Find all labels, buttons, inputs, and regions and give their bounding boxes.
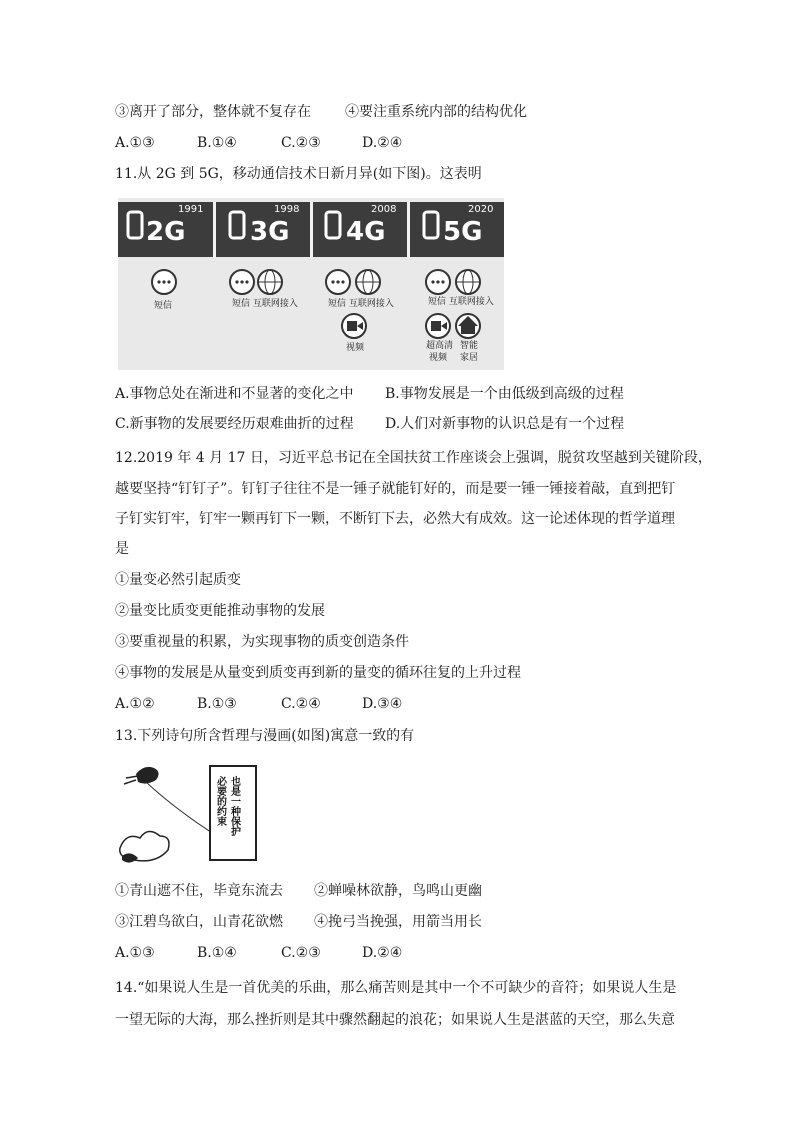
label-sms-internet: 短信 互联网接入 xyxy=(232,299,298,309)
gen-label-4g: 4G xyxy=(346,217,386,247)
q13-option-a: A.①③ xyxy=(115,945,155,961)
year-label-2008: 2008 xyxy=(371,204,397,215)
q13-statement-2: ②蝉噪林欲静，鸟鸣山更幽 xyxy=(314,883,482,899)
q11-option-c: C.新事物的发展要经历艰难曲折的过程 xyxy=(115,416,354,432)
q12-stem-line-1: 12.2019 年 4 月 17 日，习近平总书记在全国扶贫工作座谈会上强调，脱贫攻坚越到关键阶段， xyxy=(115,450,712,466)
q13-option-d: D.②④ xyxy=(362,945,403,961)
q12-statement-1: ①量变必然引起质变 xyxy=(115,572,241,588)
caption-col-1: 也是一种保护 xyxy=(228,776,240,836)
q12-option-a: A.①② xyxy=(115,696,155,712)
q10-option-a: A.①③ xyxy=(115,135,155,151)
label-uhd-video: 视频 xyxy=(429,353,448,363)
year-label-2020: 2020 xyxy=(468,204,494,215)
q10-option-b: B.①④ xyxy=(197,135,237,151)
gen-label-5g: 5G xyxy=(443,217,483,247)
q13-statement-4: ④挽弓当挽强，用箭当用长 xyxy=(314,914,482,930)
q11-option-a: A.事物总处在渐进和不显著的变化之中 xyxy=(115,386,354,402)
label-smart: 智能 xyxy=(460,341,479,351)
q10-option-c: C.②③ xyxy=(281,135,321,151)
q13-cartoon-kite xyxy=(116,760,262,870)
q11-option-d: D.人们对新事物的认识总是有一个过程 xyxy=(385,416,625,432)
label-sms: 短信 xyxy=(154,301,173,311)
q13-statement-1: ①青山遮不住，毕竟东流去 xyxy=(115,883,283,899)
q12-stem-line-4: 是 xyxy=(115,541,129,557)
q12-option-b: B.①③ xyxy=(197,696,237,712)
year-label-1998: 1998 xyxy=(274,204,300,215)
label-video: 视频 xyxy=(346,343,365,353)
q13-stem: 13.下列诗句所含哲理与漫画(如图)寓意一致的有 xyxy=(115,728,415,744)
q11-stem: 11.从 2G 到 5G，移动通信技术日新月异(如下图)。这表明 xyxy=(115,166,482,182)
label-sms-internet: 短信 互联网接入 xyxy=(428,297,494,307)
q11-option-b: B.事物发展是一个由低级到高级的过程 xyxy=(385,386,624,402)
q13-statement-3: ③江碧鸟欲白，山青花欲燃 xyxy=(115,914,283,930)
q12-statement-4: ④事物的发展是从量变到质变再到新的量变的循环往复的上升过程 xyxy=(115,665,521,681)
q14-line-1: 14.“如果说人生是一首优美的乐曲，那么痛苦则是其中一个不可缺少的音符；如果说人生是 xyxy=(115,980,677,996)
q12-option-c: C.②④ xyxy=(281,696,321,712)
gen-label-3g: 3G xyxy=(250,217,290,247)
q13-option-c: C.②③ xyxy=(281,945,321,961)
q12-stem-line-3: 子钉实钉牢，钉牢一颗再钉下一颗，不断钉下去，必然大有成效。这一论述体现的哲学道理 xyxy=(115,511,675,527)
q12-statement-3: ③要重视量的积累，为实现事物的质变创造条件 xyxy=(115,634,409,650)
q10-statement-3: ③离开了部分，整体就不复存在 xyxy=(115,104,311,120)
q11-figure-5g-evolution xyxy=(118,198,504,370)
q14-line-2: 一望无际的大海，那么挫折则是其中骤然翻起的浪花；如果说人生是湛蓝的天空，那么失意 xyxy=(115,1012,675,1028)
q13-option-b: B.①④ xyxy=(197,945,237,961)
q12-stem-line-2: 越要坚持“钉钉子”。钉钉子往往不是一锤子就能钉好的，而是要一锤一锤接着敲，直到把钉 xyxy=(115,481,676,497)
q10-option-d: D.②④ xyxy=(362,135,403,151)
q12-statement-2: ②量变比质变更能推动事物的发展 xyxy=(115,603,325,619)
year-label-1991: 1991 xyxy=(178,204,204,215)
q10-statement-4: ④要注重系统内部的结构优化 xyxy=(345,104,527,120)
label-uhd: 超高清 xyxy=(426,341,454,351)
label-sms-internet: 短信 互联网接入 xyxy=(328,299,394,309)
caption-col-2: 必要的约束 xyxy=(214,776,226,826)
gen-label-2g: 2G xyxy=(146,217,186,247)
label-home: 家居 xyxy=(460,353,479,363)
q12-option-d: D.③④ xyxy=(362,696,403,712)
